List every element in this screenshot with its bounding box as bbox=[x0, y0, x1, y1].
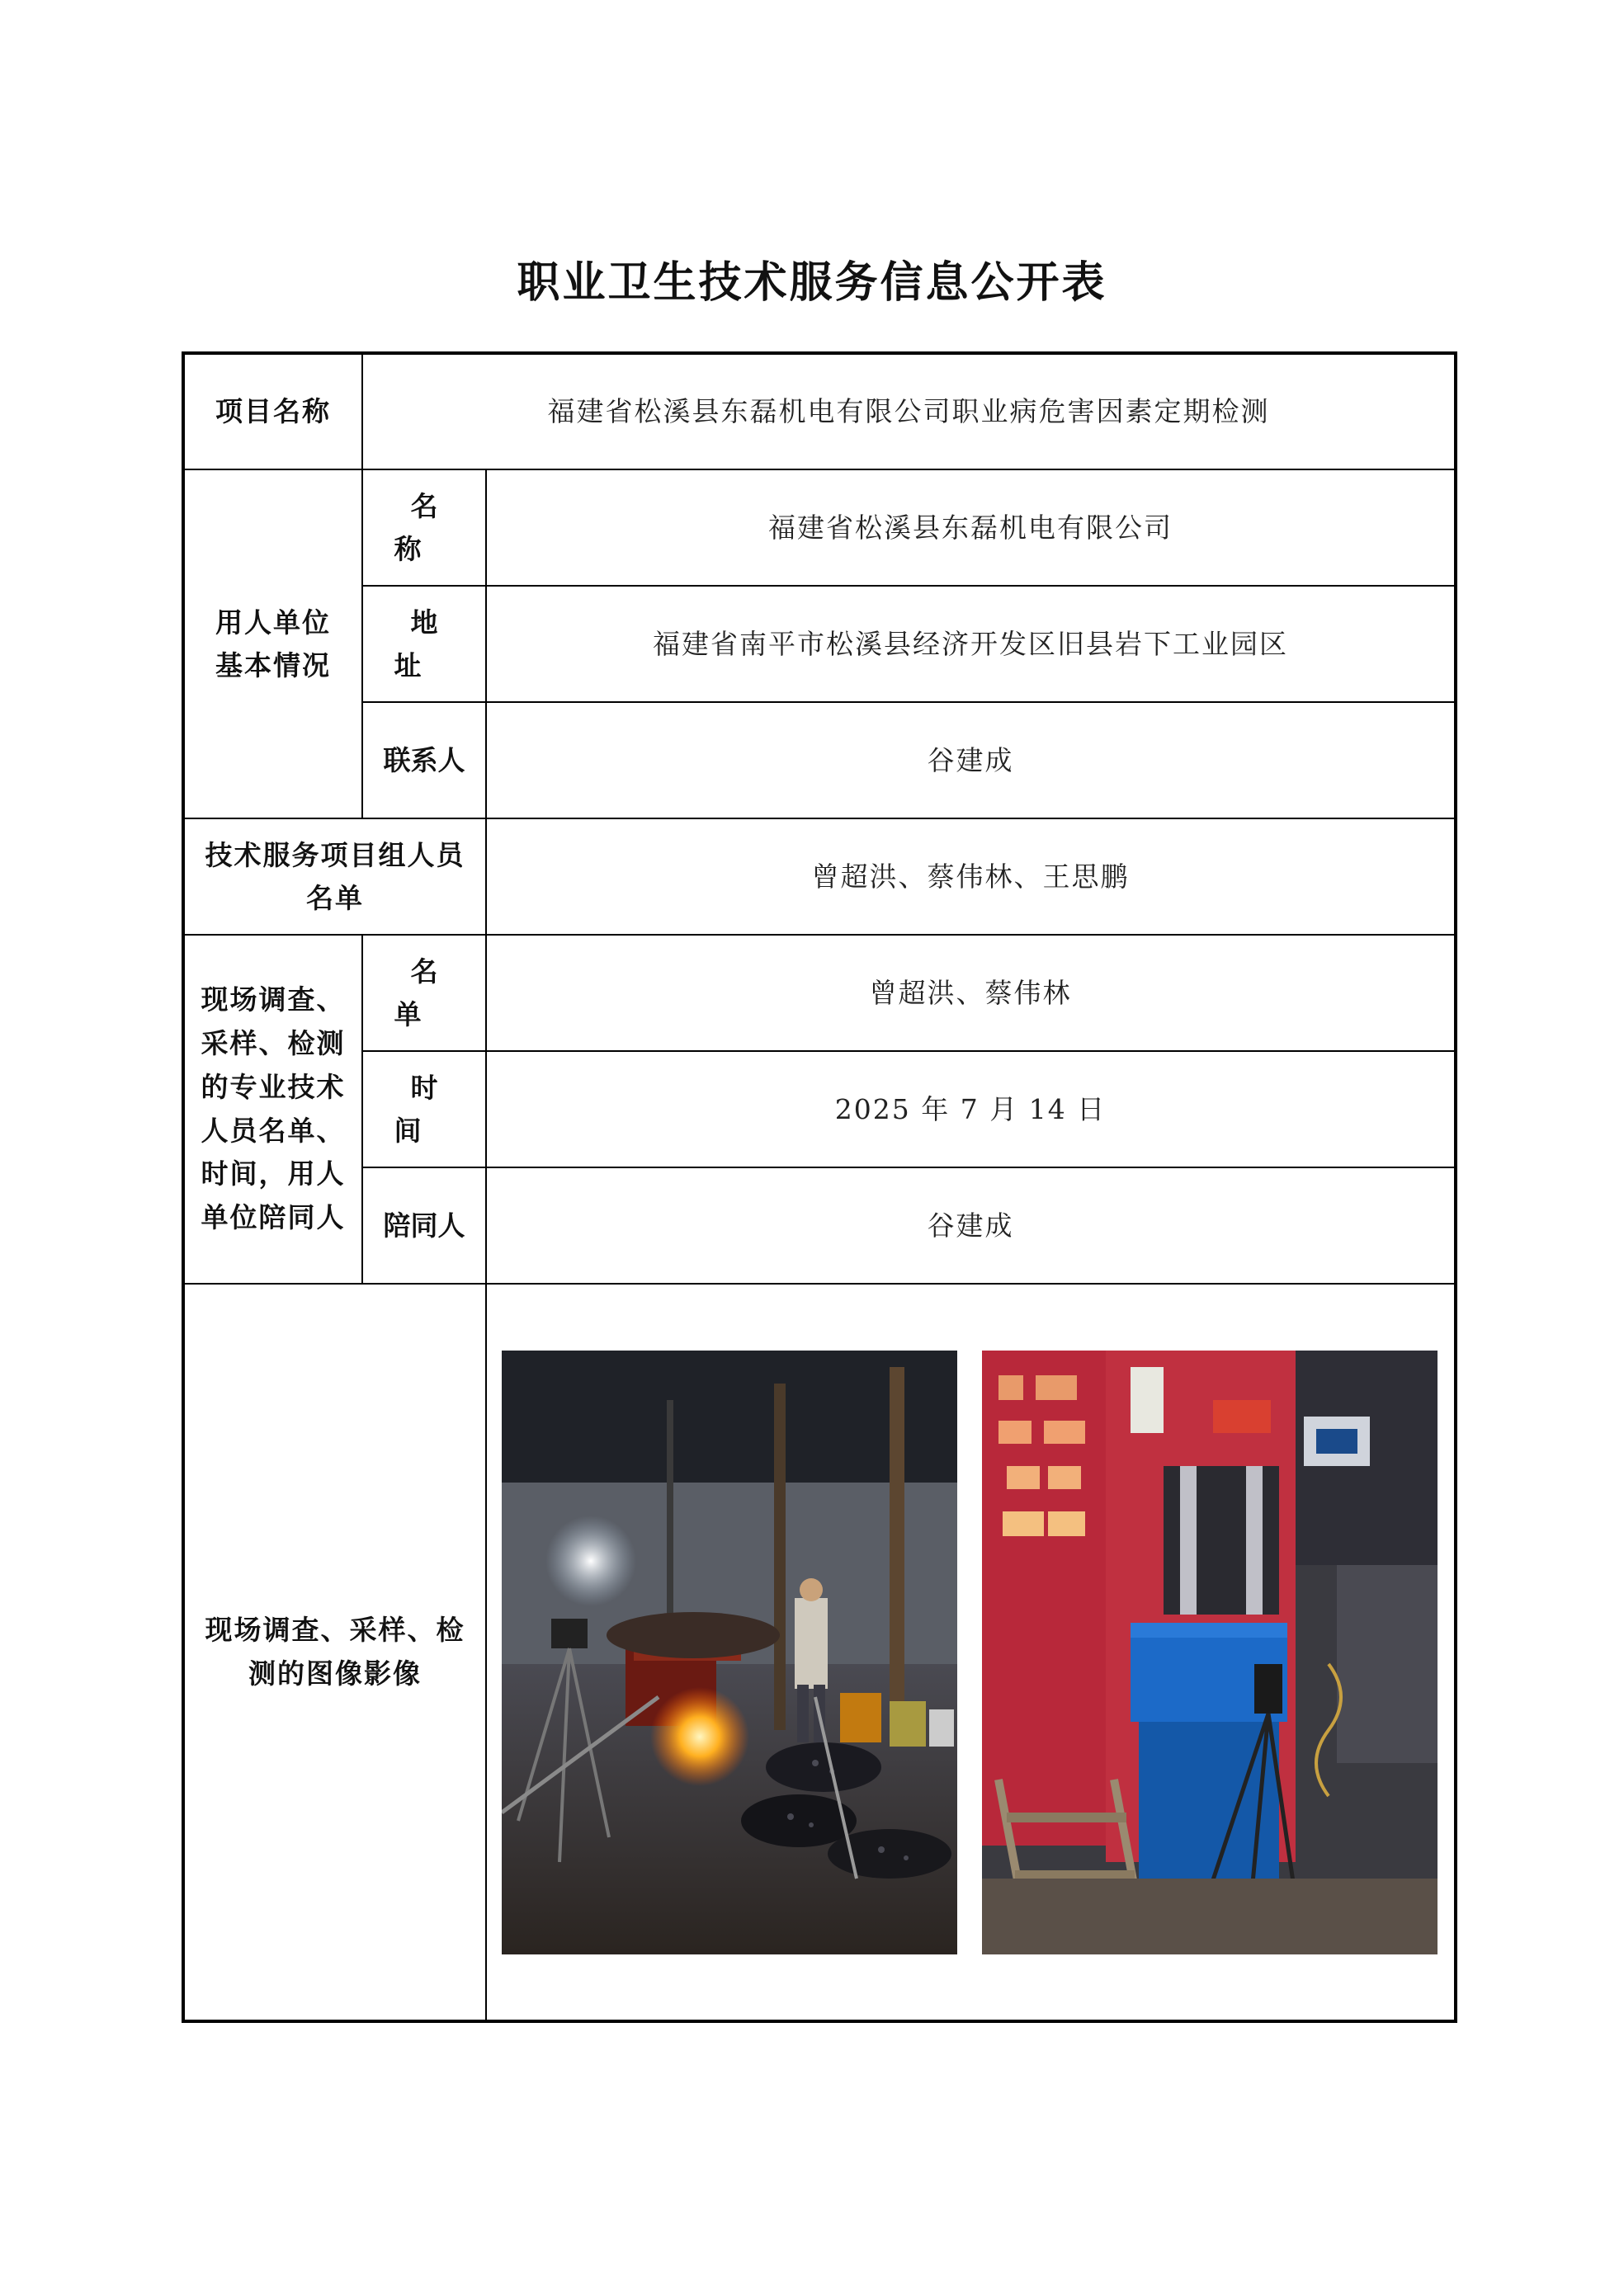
employer-contact-label: 联系人 bbox=[362, 702, 486, 818]
team-label bbox=[183, 818, 486, 935]
employer-label-line1: 用人单位 bbox=[215, 606, 331, 639]
site-photo-furnace bbox=[502, 1351, 957, 1954]
employer-name-label-text: 名 称 bbox=[394, 490, 471, 565]
images-label-line1: 现场调查、采样、检 bbox=[205, 1613, 465, 1646]
employer-name-value: 福建省松溪县东磊机电有限公司 bbox=[486, 469, 1456, 586]
row-employer-contact bbox=[183, 702, 1456, 818]
survey-escort-value: 谷建成 bbox=[486, 1167, 1456, 1284]
site-photo-press-machine bbox=[982, 1351, 1438, 1954]
employer-section-label bbox=[183, 469, 362, 818]
document-title: 职业卫生技术服务信息公开表 bbox=[517, 258, 1107, 308]
survey-label-line: 单位陪同人 bbox=[201, 1201, 346, 1234]
photo-gallery bbox=[487, 1351, 1454, 1954]
team-label-line2: 名单 bbox=[306, 881, 364, 914]
survey-time-value: 2025 年 7 月 14 日 bbox=[486, 1051, 1456, 1167]
employer-label-line2: 基本情况 bbox=[215, 648, 331, 681]
furnace-photo-drawing bbox=[502, 1351, 957, 1954]
survey-section-label bbox=[183, 935, 362, 1284]
press-photo-drawing bbox=[982, 1351, 1438, 1954]
survey-label-line: 的专业技术 bbox=[201, 1070, 346, 1103]
row-employer-name bbox=[183, 469, 1456, 586]
survey-time-label bbox=[362, 1051, 486, 1167]
survey-escort-label: 陪同人 bbox=[362, 1167, 486, 1284]
employer-name-label bbox=[362, 469, 486, 586]
row-survey-escort bbox=[183, 1167, 1456, 1284]
images-label-line2: 测的图像影像 bbox=[248, 1657, 422, 1690]
employer-contact-value: 谷建成 bbox=[486, 702, 1456, 818]
survey-list-value: 曾超洪、蔡伟林 bbox=[486, 935, 1456, 1051]
survey-label-line: 人员名单、 bbox=[201, 1114, 346, 1147]
survey-label-line: 现场调查、 bbox=[201, 983, 346, 1016]
project-name-label: 项目名称 bbox=[183, 353, 362, 469]
employer-address-value: 福建省南平市松溪县经济开发区旧县岩下工业园区 bbox=[486, 586, 1456, 702]
row-images bbox=[183, 1284, 1456, 2021]
row-survey-list bbox=[183, 935, 1456, 1051]
info-table bbox=[182, 351, 1457, 2023]
row-employer-address bbox=[183, 586, 1456, 702]
project-name-value: 福建省松溪县东磊机电有限公司职业病危害因素定期检测 bbox=[362, 353, 1456, 469]
survey-label-line: 采样、检测 bbox=[201, 1026, 346, 1059]
employer-address-label-text: 地 址 bbox=[394, 606, 471, 681]
survey-label-line: 时间，用人 bbox=[201, 1157, 346, 1190]
survey-list-label-text: 名 单 bbox=[394, 955, 471, 1030]
survey-list-label bbox=[362, 935, 486, 1051]
row-team bbox=[183, 818, 1456, 935]
row-project bbox=[183, 353, 1456, 469]
images-cell bbox=[486, 1284, 1456, 2021]
images-label bbox=[183, 1284, 486, 2021]
employer-address-label bbox=[362, 586, 486, 702]
team-value: 曾超洪、蔡伟林、王思鹏 bbox=[486, 818, 1456, 935]
team-label-line1: 技术服务项目组人员 bbox=[205, 839, 465, 872]
row-survey-time bbox=[183, 1051, 1456, 1167]
survey-time-label-text: 时 间 bbox=[394, 1072, 471, 1147]
